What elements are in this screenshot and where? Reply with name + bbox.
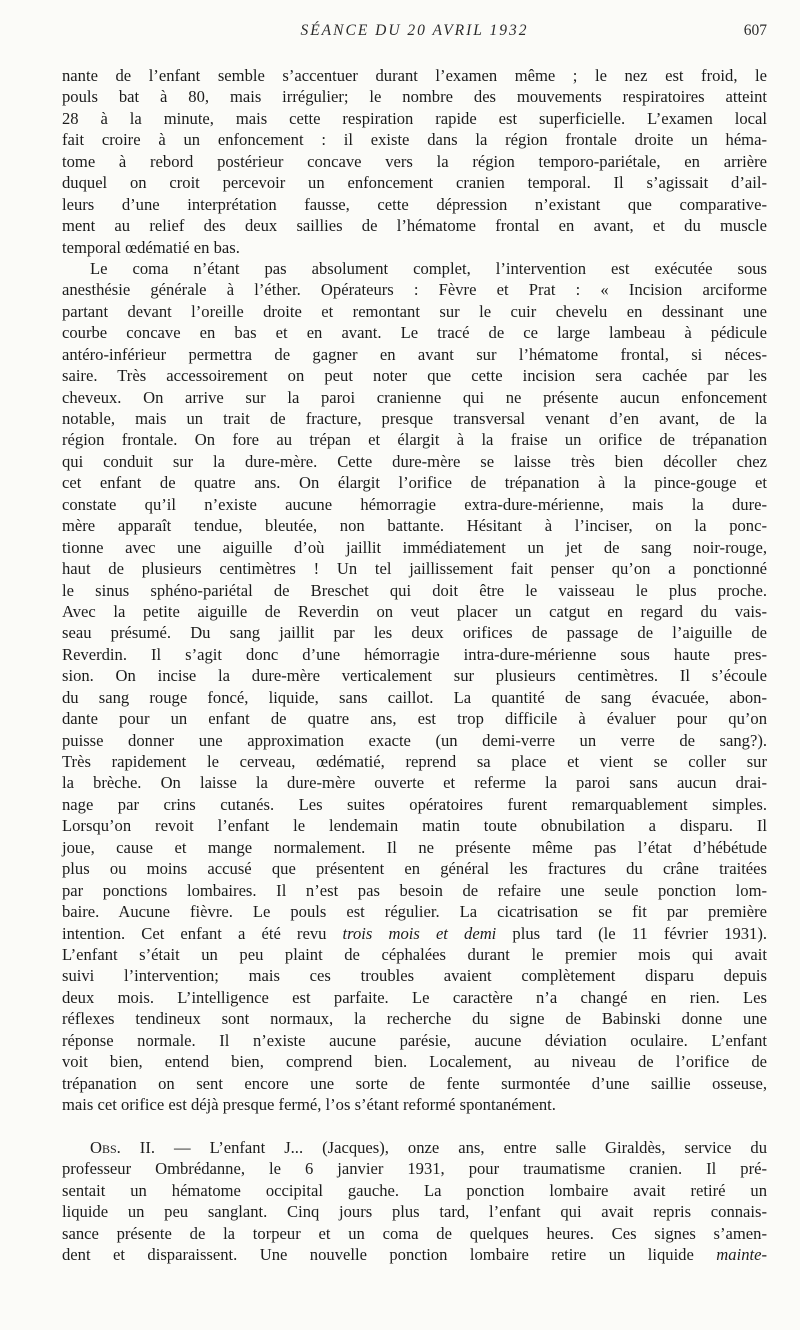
text-line: notable, mais un trait de fracture, presque transversal venant d’en avant, de la bbox=[62, 409, 767, 428]
text-line: plus ou moins accusé que présentent en général les fractures du crâne traitées bbox=[62, 859, 767, 879]
text-line bbox=[62, 923, 767, 944]
text-line: temporal œdématié en bas. bbox=[62, 237, 240, 257]
text-line: sentait un hématome occipital gauche. La ponction lombaire avait retiré un bbox=[62, 1180, 767, 1200]
text-line: saire. Très accessoirement on peut noter que cette incision sera cachée par les bbox=[62, 366, 767, 386]
text-line bbox=[62, 1137, 767, 1158]
text-line: sance présente de la torpeur et un coma de quelques heures. Ces signes s’amen- bbox=[62, 1223, 767, 1243]
text-segment: intention. Cet enfant a été revu bbox=[62, 923, 343, 943]
text-line: 28 à la minute, mais cette respiration rapide est superficielle. L’examen local bbox=[62, 108, 767, 128]
paragraph-1 bbox=[62, 65, 767, 258]
text-line bbox=[62, 1244, 767, 1265]
text-line: région frontale. On fore au trépan et élargit à la fraise un orifice de trépanation bbox=[62, 430, 767, 450]
text-line: Lorsqu’on revoit l’enfant le lendemain matin toute obnubilation a disparu. Il bbox=[62, 816, 767, 836]
text-line: trépanation on sent encore une sorte de fente surmontée d’une saillie osseuse, bbox=[62, 1073, 767, 1093]
text-line: L’enfant s’était un peu plaint de céphalées durant le premier mois qui avait bbox=[62, 944, 767, 964]
text-line: partant devant l’oreille droite et remontant sur le cuir chevelu en dessinant une bbox=[62, 301, 767, 321]
text-line: deux mois. L’intelligence est parfaite. Le caractère n’a changé en rien. Les bbox=[62, 987, 767, 1007]
text-line: par ponctions lombaires. Il n’est pas besoin de refaire une seule ponction lom- bbox=[62, 880, 767, 900]
text-segment: plus tard (le 11 février 1931). bbox=[496, 923, 768, 943]
text-line: duquel on croit percevoir un enfoncement cranien temporal. Il s’agissait d’ail- bbox=[62, 173, 767, 193]
text-line: anesthésie générale à l’éther. Opérateurs : Fèvre et Prat : « Incision arciforme bbox=[62, 280, 767, 300]
text-line: Reverdin. Il s’agit donc d’une hémorragie intra-dure-mérienne sous haute pres- bbox=[62, 644, 767, 664]
observation-label: Obs. II. bbox=[90, 1137, 156, 1157]
text-line: du sang rouge foncé, liquide, sans caillot. La quantité de sang évacuée, abon- bbox=[62, 687, 767, 707]
text-line: le sinus sphéno-pariétal de Breschet qui doit être le vaisseau le plus proche. bbox=[62, 580, 767, 600]
italic-text: mainte- bbox=[716, 1245, 767, 1265]
text-line: réponse normale. Il n’existe aucune parésie, aucune déviation oculaire. L’enfant bbox=[62, 1030, 767, 1050]
text-line: pouls bat à 80, mais irrégulier; le nombre des mouvements respiratoires atteint bbox=[62, 87, 767, 107]
text-segment: dent et disparaissent. Une nouvelle ponction lombaire retire un liquide bbox=[62, 1245, 717, 1265]
paragraph-gap bbox=[62, 1115, 767, 1136]
text-line: dante pour un enfant de quatre ans, est trop difficile à évaluer pour qu’on bbox=[62, 709, 767, 729]
text-line: leurs d’une interprétation fausse, cette dépression n’existant que comparative- bbox=[62, 194, 767, 214]
text-line: puisse donner une approximation exacte (un demi-verre un verre de sang?). bbox=[62, 730, 767, 750]
italic-text: trois mois et demi bbox=[342, 923, 497, 943]
running-head: SÉANCE DU 20 AVRIL 1932 bbox=[300, 22, 529, 39]
text-line: réflexes tendineux sont normaux, la recherche du signe de Babinski donne une bbox=[62, 1009, 767, 1029]
text-line: courbe concave en bas et en avant. Le tracé de ce large lambeau à pédicule bbox=[62, 323, 767, 343]
text-line: qui conduit sur la dure-mère. Cette dure-mère se laisse très bien décoller chez bbox=[62, 451, 767, 471]
body-text bbox=[62, 65, 767, 1266]
text-line: joue, cause et mange normalement. Il ne présente même pas l’état d’hébétude bbox=[62, 837, 767, 857]
text-line: cet enfant de quatre ans. On élargit l’orifice de trépanation à la pince-gouge et bbox=[62, 473, 767, 493]
text-line: Très rapidement le cerveau, œdématié, reprend sa place et vient se coller sur bbox=[62, 752, 767, 771]
text-line: nante de l’enfant semble s’accentuer durant l’examen même ; le nez est froid, le bbox=[62, 66, 767, 85]
text-line: tome à rebord postérieur concave vers la région temporo-pariétale, en arrière bbox=[62, 151, 767, 171]
paragraph-obs-2 bbox=[62, 1137, 767, 1266]
text-line: seau présumé. Du sang jaillit par les deux orifices de passage de l’aiguille de bbox=[62, 623, 767, 643]
text-line: sion. On incise la dure-mère verticalement sur plusieurs centimètres. Il s’écoule bbox=[62, 666, 767, 686]
text-line: mais cet orifice est déjà presque fermé, l’os s’étant reformé spontanément. bbox=[62, 1095, 556, 1114]
text-line: mère apparaît tendue, bleutée, non battante. Hésitant à l’inciser, on la ponc- bbox=[62, 516, 767, 536]
text-line: fait croire à un enfoncement : il existe dans la région frontale droite un héma- bbox=[62, 130, 767, 150]
text-line: antéro-inférieur permettra de gagner en avant sur l’hématome frontal, si néces- bbox=[62, 344, 767, 364]
text-line: constate qu’il n’existe aucune hémorragie extra-dure-mérienne, mais la dure- bbox=[62, 494, 767, 514]
text-line: professeur Ombrédanne, le 6 janvier 1931, pour traumatisme cranien. Il pré- bbox=[62, 1159, 767, 1179]
text-line: Avec la petite aiguille de Reverdin on veut placer un catgut en regard du vais- bbox=[62, 601, 767, 621]
text-line: la brèche. On laisse la dure-mère ouverte et referme la paroi sans aucun drai- bbox=[62, 773, 767, 793]
text-line: voit bien, entend bien, comprend bien. Localement, au niveau de l’orifice de bbox=[62, 1052, 767, 1072]
text-line: cheveux. On arrive sur la paroi cranienne qui ne présente aucun enfoncement bbox=[62, 387, 767, 407]
text-segment: — L’enfant J... (Jacques), onze ans, entre salle Giraldès, service du bbox=[155, 1137, 767, 1157]
text-line: Le coma n’étant pas absolument complet, l’intervention est exécutée sous bbox=[90, 258, 767, 278]
page-number: 607 bbox=[743, 22, 767, 39]
text-line: nage par crins cutanés. Les suites opératoires furent remarquablement simples. bbox=[62, 794, 767, 814]
paragraph-2 bbox=[62, 258, 767, 1116]
text-line: haut de plusieurs centimètres ! Un tel jaillissement fait penser qu’on a ponctionné bbox=[62, 559, 767, 579]
text-line: baire. Aucune fièvre. Le pouls est régulier. La cicatrisation se fit par première bbox=[62, 902, 767, 922]
text-line: suivi l’intervention; mais ces troubles avaient complètement disparu depuis bbox=[62, 966, 767, 986]
page-header bbox=[62, 22, 767, 46]
text-line: liquide un peu sanglant. Cinq jours plus tard, l’enfant qui avait repris connais- bbox=[62, 1202, 767, 1222]
text-line: tionne avec une aiguille d’où jaillit immédiatement un jet de sang noir-rouge, bbox=[62, 537, 767, 557]
text-line: ment au relief des deux saillies de l’hématome frontal en avant, et du muscle bbox=[62, 216, 767, 236]
